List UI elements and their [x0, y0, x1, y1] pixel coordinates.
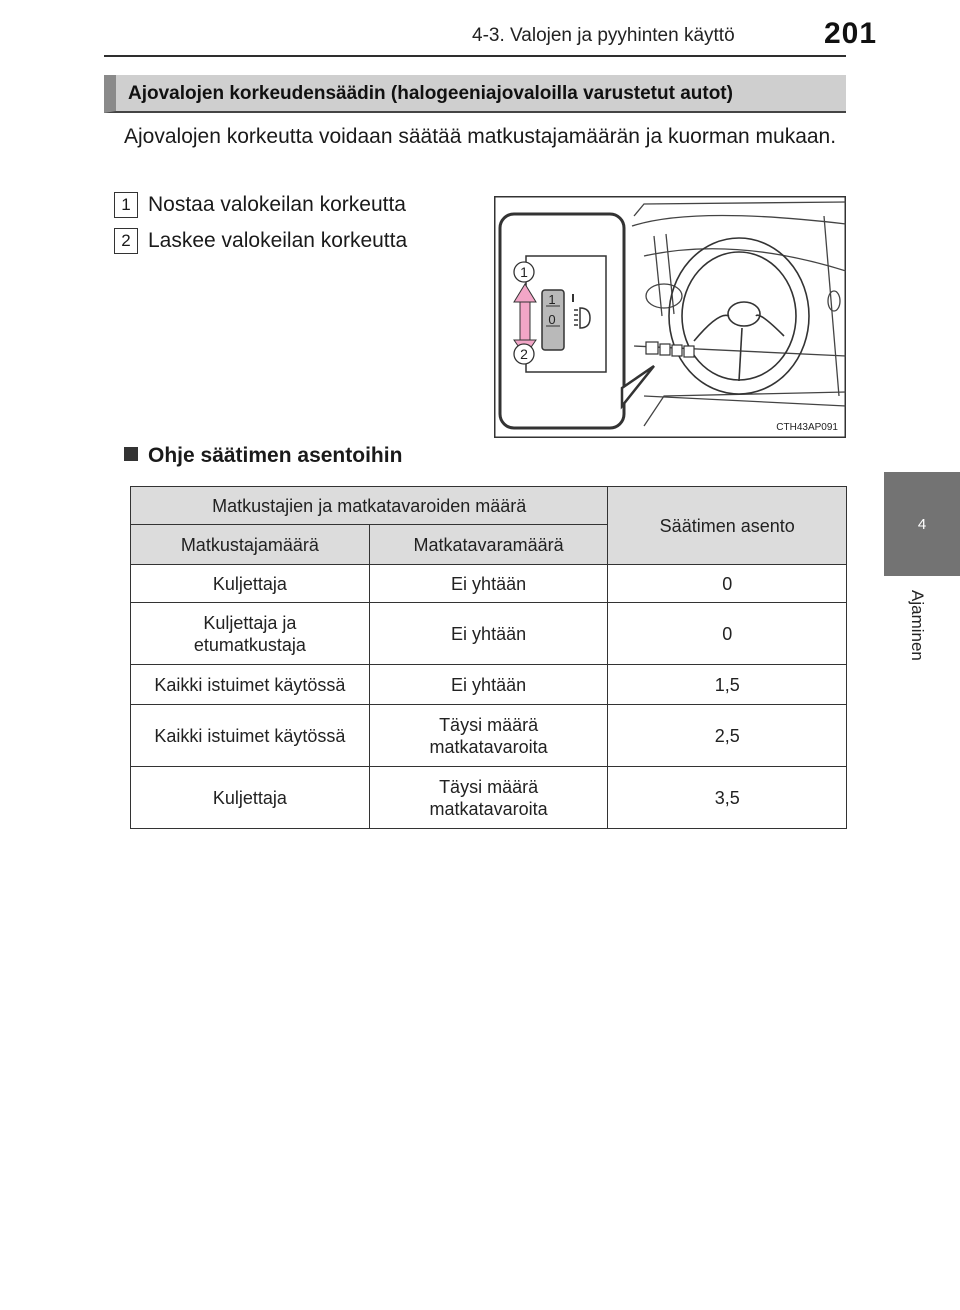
- headlight-leveling-illustration: [494, 196, 846, 438]
- passengers-cell: Kaikki istuimet käytössä: [131, 705, 370, 767]
- list-item: [114, 228, 407, 254]
- table-header-row: [131, 487, 847, 525]
- item-number-badge: 1: [114, 192, 138, 218]
- table-heading: [124, 444, 402, 468]
- passengers-cell: Kuljettaja: [131, 767, 370, 829]
- luggage-cell: Ei yhtään: [369, 603, 608, 665]
- luggage-header: Matkatavaramäärä: [369, 525, 608, 565]
- passengers-header: Matkustajamäärä: [131, 525, 370, 565]
- page-number: 201: [824, 17, 878, 50]
- list-item: [114, 192, 406, 218]
- table-row: [131, 705, 847, 767]
- position-header: Säätimen asento: [608, 487, 847, 565]
- position-cell: 0: [608, 603, 847, 665]
- item-text: Nostaa valokeilan korkeutta: [148, 193, 406, 216]
- subsection-bar: [104, 75, 846, 113]
- luggage-cell: Ei yhtään: [369, 665, 608, 705]
- header-rule: [104, 55, 846, 57]
- subsection-title: Ajovalojen korkeudensäädin (halogeeniajovaloilla varustetut autot): [128, 83, 733, 104]
- passengers-cell: Kuljettaja: [131, 565, 370, 603]
- dial-mark-1: 1: [548, 292, 556, 307]
- chapter-number: 4: [917, 516, 927, 533]
- table-row: [131, 665, 847, 705]
- intro-paragraph: Ajovalojen korkeutta voidaan säätää matkustajamäärän ja kuorman mukaan.: [124, 125, 837, 148]
- luggage-cell: Ei yhtään: [369, 565, 608, 603]
- passengers-cell: Kuljettaja ja etumatkustaja: [131, 603, 370, 665]
- position-cell: 0: [608, 565, 847, 603]
- position-cell: 2,5: [608, 705, 847, 767]
- square-bullet-icon: [124, 447, 138, 461]
- table-heading-text: Ohje säätimen asentoihin: [148, 444, 403, 467]
- luggage-cell: Täysi määrä matkatavaroita: [369, 767, 608, 829]
- luggage-cell: Täysi määrä matkatavaroita: [369, 705, 608, 767]
- position-cell: 1,5: [608, 665, 847, 705]
- item-number-badge: 2: [114, 228, 138, 254]
- chapter-tab: [884, 472, 960, 576]
- callout-1: 1: [520, 264, 528, 280]
- callout-2: 2: [520, 346, 528, 362]
- item-text: Laskee valokeilan korkeutta: [148, 229, 408, 252]
- group-header: Matkustajien ja matkatavaroiden määrä: [131, 487, 608, 525]
- dial-mark-0: 0: [548, 312, 556, 327]
- passengers-cell: Kaikki istuimet käytössä: [131, 665, 370, 705]
- position-guide-table: [130, 486, 847, 829]
- position-cell: 3,5: [608, 767, 847, 829]
- table-row: [131, 767, 847, 829]
- table-row: [131, 565, 847, 603]
- figure-code: CTH43AP091: [776, 422, 838, 433]
- chapter-label: Ajaminen: [908, 590, 927, 661]
- table-row: [131, 603, 847, 665]
- section-title: 4-3. Valojen ja pyyhinten käyttö: [472, 25, 735, 46]
